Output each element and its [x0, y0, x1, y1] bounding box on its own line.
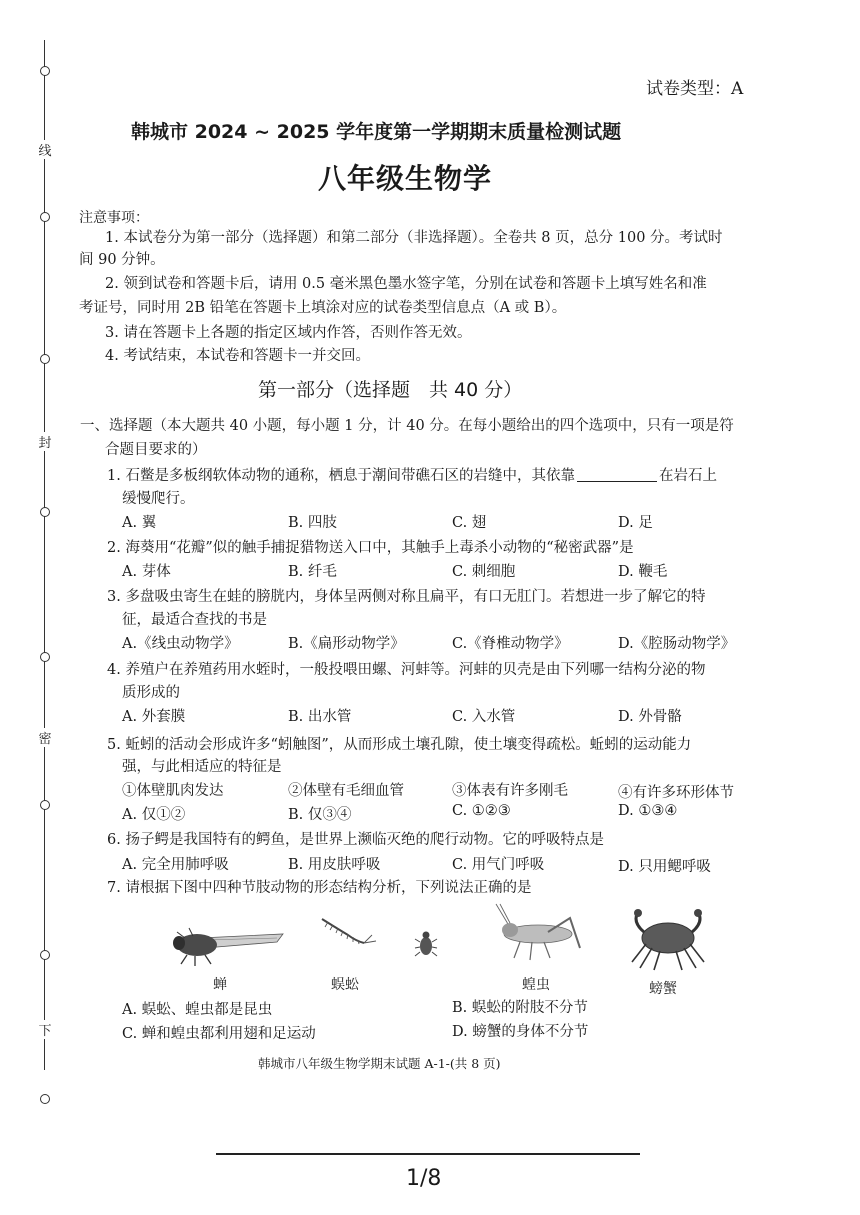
margin-char-xian: 线: [37, 140, 53, 159]
margin-char-feng: 封: [37, 432, 53, 451]
option-b: B. 蜈蚣的附肢不分节: [452, 1000, 588, 1016]
option-b: B. 四肢: [288, 515, 337, 531]
feature-item: ③体表有许多刚毛: [452, 783, 568, 799]
figure-label-centipede: 蜈蚣: [331, 977, 359, 993]
option-d: D. 鞭毛: [618, 564, 668, 580]
margin-char-xia: 下: [37, 1020, 53, 1039]
note-line: 3. 请在答题卡上各题的指定区域内作答，否则作答无效。: [105, 325, 472, 341]
option-c: C. 翅: [452, 515, 487, 531]
question-stem: 7. 请根据下图中四种节肢动物的形态结构分析，下列说法正确的是: [107, 880, 532, 896]
note-line: 2. 领到试卷和答题卡后，请用 0.5 毫米黑色墨水签字笔，分别在试卷和答题卡上填写姓名和准: [105, 276, 707, 292]
note-line: 考证号，同时用 2B 铅笔在答题卡上填涂对应的试卷类型信息点（A 或 B）。: [79, 300, 567, 316]
option-c: C. 刺细胞: [452, 564, 516, 580]
grasshopper-image: [490, 902, 586, 964]
question-stem: 4. 养殖户在养殖药用水蛭时，一般投喂田螺、河蚌等。河蚌的贝壳是由下列哪一结构分泌的物: [107, 662, 706, 678]
crab-image: [626, 908, 710, 972]
question-stem-text: 在岩石上: [658, 468, 717, 484]
option-a: A. 翼: [122, 515, 157, 531]
option-b: B. 用皮肤呼吸: [288, 857, 381, 873]
option-d: D. 足: [618, 515, 653, 531]
question-stem-text: 1. 石鳖是多板纲软体动物的通称，栖息于潮间带礁石区的岩缝中，其依靠: [107, 468, 575, 484]
part1-title: 第一部分（选择题 共 40 分）: [258, 379, 523, 401]
notes-heading: 注意事项：: [79, 210, 149, 226]
option-a: A. 完全用肺呼吸: [122, 857, 229, 873]
option-c: C. ①②③: [452, 803, 511, 819]
footer-rule: [216, 1153, 640, 1155]
question-stem: 征，最适合查找的书是: [122, 612, 267, 628]
page-counter: 1/8: [406, 1166, 442, 1191]
cicada-image: [165, 918, 290, 968]
subject-title: 八年级生物学: [318, 162, 493, 195]
option-d: D. 只用鳃呼吸: [618, 859, 711, 875]
feature-item: ④有许多环形体节: [618, 785, 734, 801]
question-stem: 强，与此相适应的特征是: [122, 759, 282, 775]
option-b: B. 仅③④: [288, 807, 352, 823]
option-b: B. 纤毛: [288, 564, 337, 580]
option-a: A. 芽体: [122, 564, 171, 580]
option-a: A. 仅①②: [122, 807, 186, 823]
option-c: C. 入水管: [452, 709, 516, 725]
note-line: 4. 考试结束，本试卷和答题卡一并交回。: [105, 348, 370, 364]
question-stem: 缓慢爬行。: [122, 491, 195, 507]
margin-char-mi: 密: [37, 728, 53, 747]
question-stem: 质形成的: [122, 685, 180, 701]
figure-label-cicada: 蝉: [213, 977, 227, 993]
exam-title: 韩城市 2024 ~ 2025 学年度第一学期期末质量检测试题: [131, 121, 622, 143]
note-line: 1. 本试卷分为第一部分（选择题）和第二部分（非选择题）。全卷共 8 页，总分 100 分。考试时: [105, 230, 723, 246]
option-c: C.《脊椎动物学》: [452, 636, 569, 652]
option-b: B. 出水管: [288, 709, 352, 725]
option-c: C. 蝉和蝗虫都利用翅和足运动: [122, 1026, 316, 1042]
note-line: 间 90 分钟。: [79, 252, 165, 268]
option-d: D. 外骨骼: [618, 709, 682, 725]
option-d: D.《腔肠动物学》: [618, 636, 736, 652]
figure-label-crab: 螃蟹: [649, 981, 677, 997]
answer-blank: [577, 467, 657, 482]
option-d: D. 螃蟹的身体不分节: [452, 1024, 589, 1040]
section-instruction: 一、选择题（本大题共 40 小题，每小题 1 分，计 40 分。在每小题给出的四个选项中，只有一项是符: [80, 418, 734, 434]
option-b: B.《扁形动物学》: [288, 636, 405, 652]
centipede-image: [318, 913, 378, 951]
question-stem: 5. 蚯蚓的活动会形成许多“蚓触图”，从而形成土壤孔隙，使土壤变得疏松。蚯蚓的运动能力: [107, 737, 692, 753]
option-c: C. 用气门呼吸: [452, 857, 545, 873]
feature-item: ①体壁肌肉发达: [122, 783, 224, 799]
question-stem: 2. 海葵用“花瓣”似的触手捕捉猎物送入口中，其触手上毒杀小动物的“秘密武器”是: [107, 540, 634, 556]
option-a: A. 蜈蚣、蝗虫都是昆虫: [122, 1002, 273, 1018]
small-insect-image: [414, 928, 438, 960]
option-d: D. ①③④: [618, 803, 678, 819]
question-stem: 6. 扬子鳄是我国特有的鳄鱼，是世界上濒临灭绝的爬行动物。它的呼吸特点是: [107, 832, 604, 848]
section-instruction: 合题目要求的）: [105, 442, 207, 458]
question-stem: [107, 464, 717, 485]
option-a: A.《线虫动物学》: [122, 636, 239, 652]
question-stem: 3. 多盘吸虫寄生在蛙的膀胱内，身体呈两侧对称且扁平，有口无肛门。若想进一步了解它的特: [107, 589, 706, 605]
paper-type: 试卷类型：A: [646, 79, 744, 99]
figure-label-grasshopper: 蝗虫: [522, 977, 550, 993]
option-a: A. 外套膜: [122, 709, 186, 725]
page-footer: 韩城市八年级生物学期末试题 A-1-(共 8 页): [258, 1056, 501, 1071]
feature-item: ②体壁有毛细血管: [288, 783, 404, 799]
